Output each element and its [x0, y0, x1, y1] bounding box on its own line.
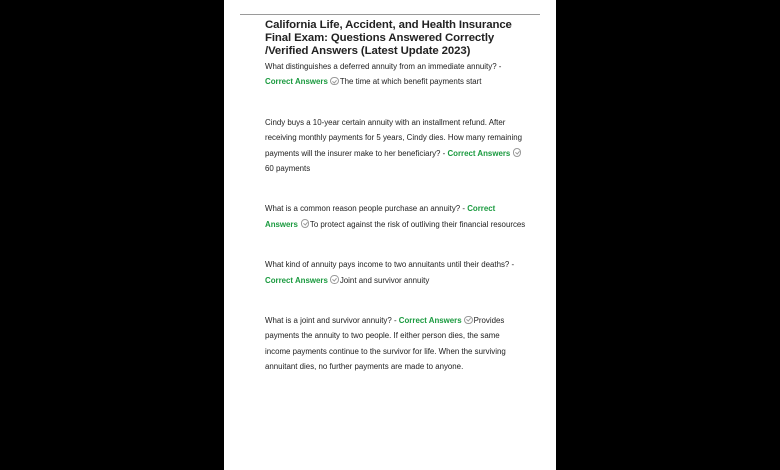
correct-answers-label: Correct Answers [265, 77, 328, 87]
correct-answers-label: Correct Answers [265, 275, 328, 285]
separator: - [460, 204, 468, 214]
answer-text: The time at which benefit payments start [339, 77, 482, 87]
correct-answers-label: Correct Answers [265, 204, 496, 229]
question-text: What is a common reason people purchase an annuity? [265, 204, 461, 214]
check-circle-icon [330, 275, 338, 283]
document-page [224, 0, 556, 470]
correct-answers-label: Correct Answers [447, 148, 511, 158]
document-title: California Life, Accident, and Health Insurance Final Exam: Questions Answered Correctly /Verified Answers (Latest Update 2023) [265, 19, 512, 57]
check-circle-icon [301, 219, 309, 227]
check-circle-icon [513, 148, 521, 156]
top-divider [240, 14, 540, 15]
answer-text: To protect against the risk of outliving their financial resources [309, 219, 526, 229]
separator: - [391, 316, 399, 326]
answer-text: Joint and survivor annuity [339, 275, 430, 285]
check-circle-icon [464, 316, 472, 324]
separator: - [509, 260, 515, 270]
question-text: What kind of annuity pays income to two annuitants until their deaths? [265, 260, 510, 270]
qa-item [265, 257, 527, 288]
answer-text: 60 payments [265, 164, 311, 174]
separator: - [496, 62, 502, 71]
check-circle-icon [330, 77, 338, 85]
correct-answers-label: Correct Answers [398, 316, 462, 326]
qa-item [265, 59, 527, 90]
document-content [265, 19, 527, 375]
question-text: What is a joint and survivor annuity? [265, 316, 392, 326]
qa-item [265, 115, 527, 177]
separator: - [440, 148, 448, 158]
question-text: Cindy buys a 10-year certain annuity with an installment refund. After receiving monthly payments for 5 years, Cindy dies. How many remaining payments will the insurer make to her beneficiary? [265, 117, 522, 158]
answer-text: Provides payments the annuity to two people. If either person dies, the same income payments continue to the survivor for life. When the surviving annuitant dies, no further payments are made to anyone. [265, 316, 506, 372]
question-text: What distinguishes a deferred annuity from an immediate annuity? [265, 62, 497, 71]
qa-item [265, 201, 527, 232]
qa-item [265, 313, 527, 375]
